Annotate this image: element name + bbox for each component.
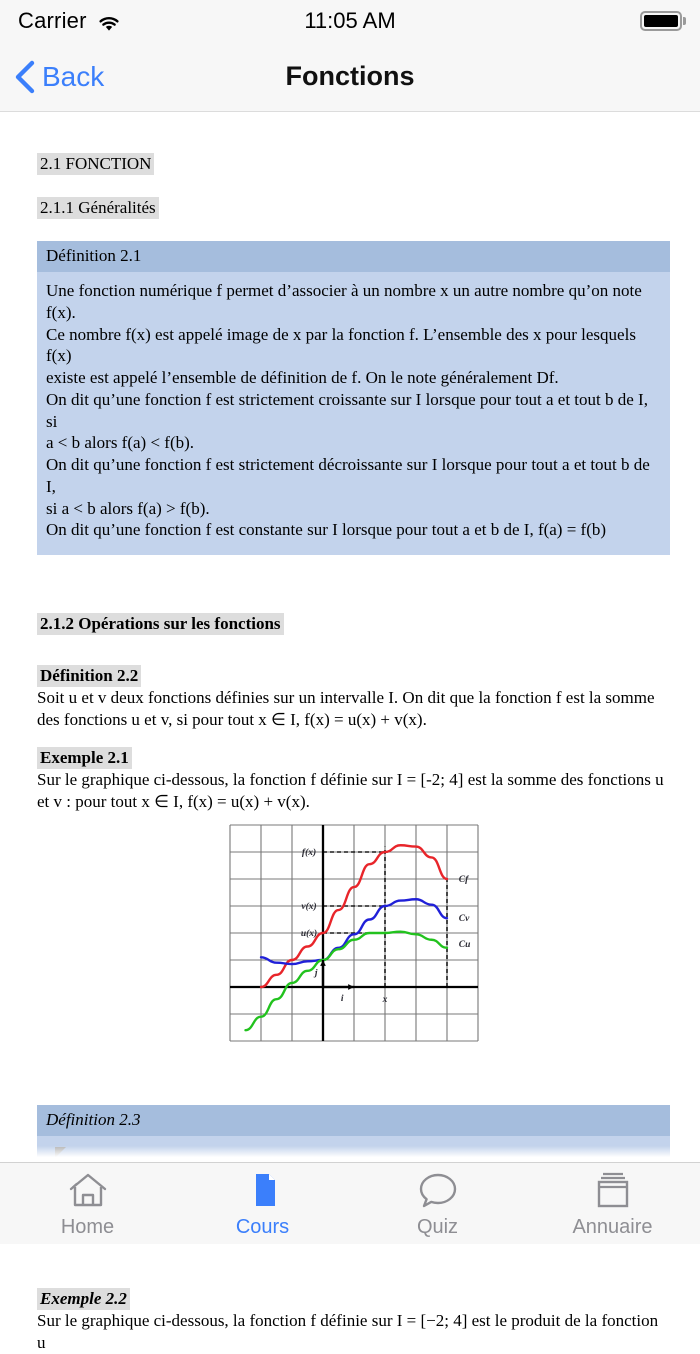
operations-heading: 2.1.2 Opérations sur les fonctions xyxy=(37,613,284,635)
exemple-2-2 xyxy=(37,1288,670,1354)
exemple-2-2-title: Exemple 2.2 xyxy=(37,1288,130,1310)
chat-bubble-icon xyxy=(415,1169,461,1211)
definition-2-1-box xyxy=(37,241,670,555)
tab-home-label: Home xyxy=(60,1215,115,1238)
tab-bar xyxy=(0,1162,700,1244)
exemple-line: et v : pour tout x ∈ I, f(x) = u(x) + v(x). xyxy=(37,792,310,812)
home-icon xyxy=(65,1169,111,1211)
page-title: Fonctions xyxy=(285,61,415,91)
definition-line: si a < b alors f(a) > f(b). xyxy=(46,498,210,518)
definition-line: a < b alors f(a) < f(b). xyxy=(46,433,195,453)
svg-text:Cu: Cu xyxy=(458,940,470,951)
document-icon xyxy=(240,1169,286,1211)
exemple-line: Sur le graphique ci-dessous, la fonction f définie sur I = [-2; 4] est la somme des fonctions u xyxy=(37,770,664,790)
navigation-bar xyxy=(0,42,700,112)
exemple-2-1-title: Exemple 2.1 xyxy=(37,747,132,769)
subsection-heading: 2.1.1 Généralités xyxy=(37,197,159,219)
functions-graph xyxy=(224,819,484,1047)
tab-cours-label: Cours xyxy=(235,1215,290,1238)
definition-line: Soit u et v deux fonctions définies sur un intervalle I. On dit que la fonction f est la somme xyxy=(37,688,655,707)
definition-line: Ce nombre f(x) est appelé image de x par la fonction f. L’ensemble des x pour lesquels f(x) xyxy=(46,324,636,366)
definition-line: des fonctions u et v, si pour tout x ∈ I, f(x) = u(x) + v(x). xyxy=(37,710,427,730)
svg-text:Cf: Cf xyxy=(458,875,468,886)
definition-line: On dit qu’une fonction f est constante sur I lorsque pour tout a et b de I, f(a) = f(b) xyxy=(46,520,607,540)
status-bar xyxy=(0,0,700,42)
tab-quiz[interactable] xyxy=(350,1163,525,1244)
definition-line: Une fonction numérique f permet d’associer à un nombre x un autre nombre qu’on note f(x). xyxy=(46,281,642,322)
svg-text:v(x): v(x) xyxy=(300,902,317,913)
svg-text:i: i xyxy=(340,994,344,1005)
exemple-line: Sur le graphique ci-dessous, la fonction f définie sur I = [−2; 4] est le produit de la fonction u xyxy=(37,1310,659,1352)
svg-text:f(x): f(x) xyxy=(301,848,316,859)
definition-line: On dit qu’une fonction f est strictement croissante sur I lorsque pour tout a et tout b de I, si xyxy=(46,389,648,431)
tab-cours[interactable] xyxy=(175,1163,350,1244)
definition-2-1-title: Définition 2.1 xyxy=(37,241,670,272)
svg-text:Cv: Cv xyxy=(458,914,469,925)
definition-2-1-body xyxy=(37,272,670,555)
definition-2-2-body xyxy=(37,687,670,731)
operations-heading-row xyxy=(37,613,670,635)
tab-quiz-label: Quiz xyxy=(416,1215,459,1238)
chevron-left-icon xyxy=(14,60,36,94)
battery-full-icon xyxy=(640,11,686,31)
back-button[interactable] xyxy=(0,60,104,94)
svg-text:j: j xyxy=(314,968,318,979)
collapse-triangle-icon[interactable] xyxy=(55,1147,66,1158)
exemple-2-2-body xyxy=(37,1310,670,1354)
definition-line: On dit qu’une fonction f est strictement décroissante sur I lorsque pour tout a et tout b de I, xyxy=(46,455,650,496)
exemple-2-1 xyxy=(37,747,670,813)
svg-text:x: x xyxy=(382,995,387,1006)
section-heading-row xyxy=(37,153,670,197)
definition-2-2-title: Définition 2.2 xyxy=(37,665,141,687)
subsection-heading-row xyxy=(37,197,670,241)
section-heading: 2.1 FONCTION xyxy=(37,153,154,175)
tab-annuaire[interactable] xyxy=(525,1163,700,1244)
books-icon xyxy=(590,1169,636,1211)
carrier-label: Carrier xyxy=(18,8,87,33)
tab-home[interactable] xyxy=(0,1163,175,1244)
status-time: 11:05 AM xyxy=(304,8,396,33)
definition-2-2 xyxy=(37,665,670,731)
figure-exemple-2-1 xyxy=(37,819,670,1047)
definition-line: existe est appelé l’ensemble de définition de f. On le note généralement Df. xyxy=(46,368,559,387)
svg-text:u(x): u(x) xyxy=(300,929,317,940)
back-label: Back xyxy=(42,60,105,92)
exemple-2-1-body xyxy=(37,769,670,813)
definition-2-3-title: Définition 2.3 xyxy=(37,1105,670,1136)
tab-annuaire-label: Annuaire xyxy=(572,1215,653,1238)
